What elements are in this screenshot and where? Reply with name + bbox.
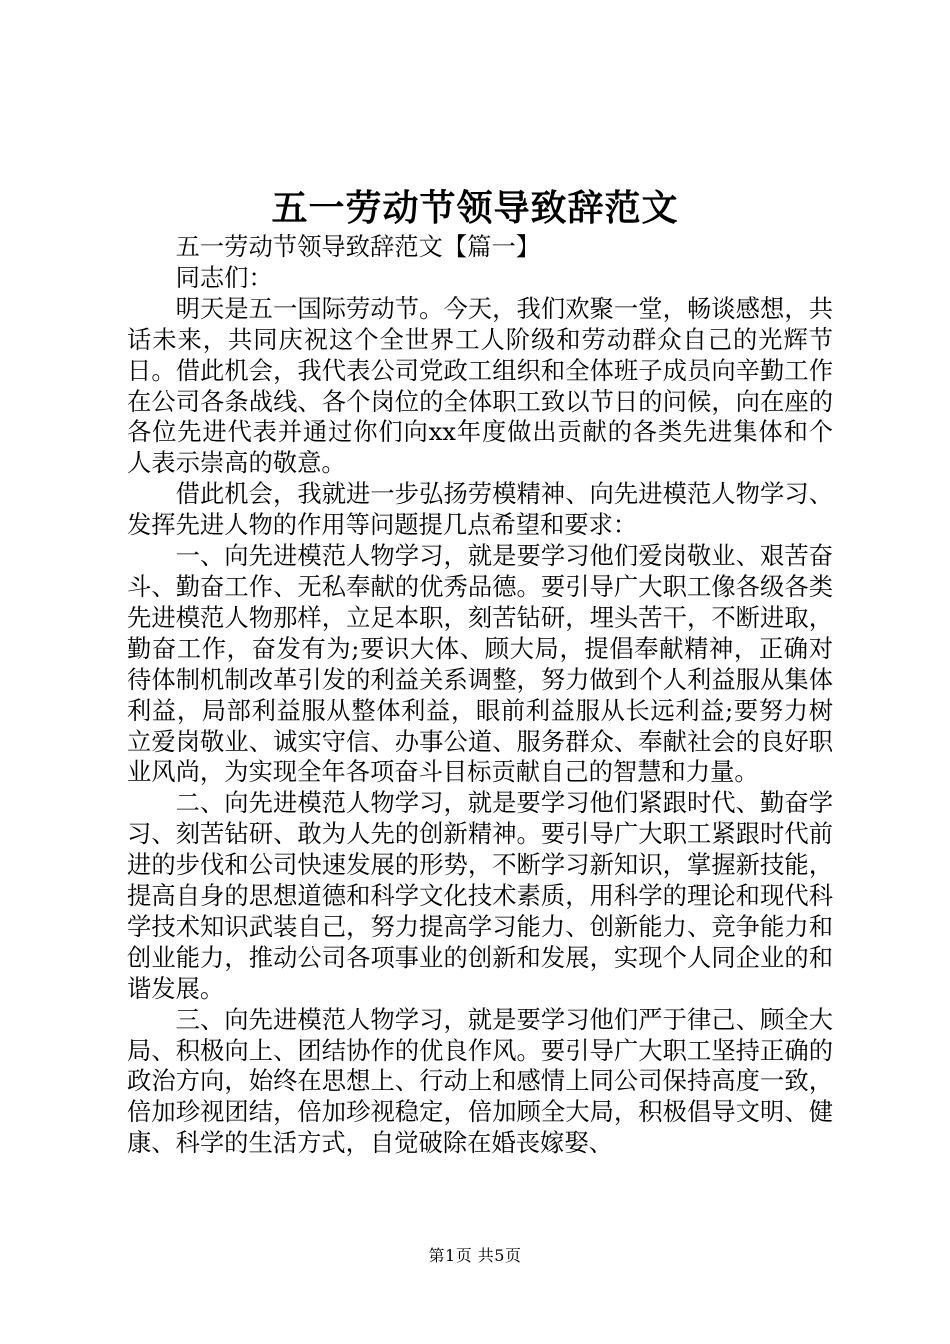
section-heading: 五一劳动节领导致辞范文【篇一】 bbox=[175, 232, 541, 261]
salutation: 同志们： bbox=[175, 262, 273, 292]
body-paragraph: 明天是五一国际劳动节。今天，我们欢聚一堂，畅谈感想，共话未来，共同庆祝这个全世界工人阶级和劳动群众自己的光辉节日。借此机会，我代表公司党政工组织和全体班子成员向辛勤工作在公司各条战线、各个岗位的全体职工致以节日的问候，向在座的各位先进代表并通过你们向xx年度做出贡献的各类先进集体和个人表示崇高的敬意。 bbox=[127, 293, 833, 478]
body-paragraph: 二、向先进模范人物学习，就是要学习他们紧跟时代、勤奋学习、刻苦钻研、敢为人先的创新精神。要引导广大职工紧跟时代前进的步伐和公司快速发展的形势，不断学习新知识，掌握新技能，提高自身的思想道德和科学文化技术素质，用科学的理论和现代科学技术知识武装自己，努力提高学习能力、创新能力、竞争能力和创业能力，推动公司各项事业的创新和发展，实现个人同企业的和谐发展。 bbox=[127, 788, 833, 1003]
document-title: 五一劳动节领导致辞范文 bbox=[271, 187, 679, 229]
page-footer: 第1页 共5页 bbox=[428, 1246, 522, 1265]
body-paragraph: 借此机会，我就进一步弘扬劳模精神、向先进模范人物学习、发挥先进人物的作用等问题提几点希望和要求： bbox=[127, 479, 833, 540]
body-paragraph: 一、向先进模范人物学习，就是要学习他们爱岗敬业、艰苦奋斗、勤奋工作、无私奉献的优秀品德。要引导广大职工像各级各类先进模范人物那样，立足本职，刻苦钻研，埋头苦干，不断进取，勤奋工作，奋发有为;要识大体、顾大局，提倡奉献精神，正确对待体制机制改革引发的利益关系调整，努力做到个人利益服从集体利益，局部利益服从整体利益，眼前利益服从长远利益;要努力树立爱岗敬业、诚实守信、办事公道、服务群众、奉献社会的良好职业风尚，为实现全年各项奋斗目标贡献自己的智慧和力量。 bbox=[127, 541, 833, 787]
document-body bbox=[127, 232, 833, 1159]
body-paragraph: 三、向先进模范人物学习，就是要学习他们严于律己、顾全大局、积极向上、团结协作的优良作风。要引导广大职工坚持正确的政治方向，始终在思想上、行动上和感情上同公司保持高度一致，倍加珍视团结，倍加珍视稳定，倍加顾全大局，积极倡导文明、健康、科学的生活方式，自觉破除在婚丧嫁娶、 bbox=[127, 1004, 833, 1158]
